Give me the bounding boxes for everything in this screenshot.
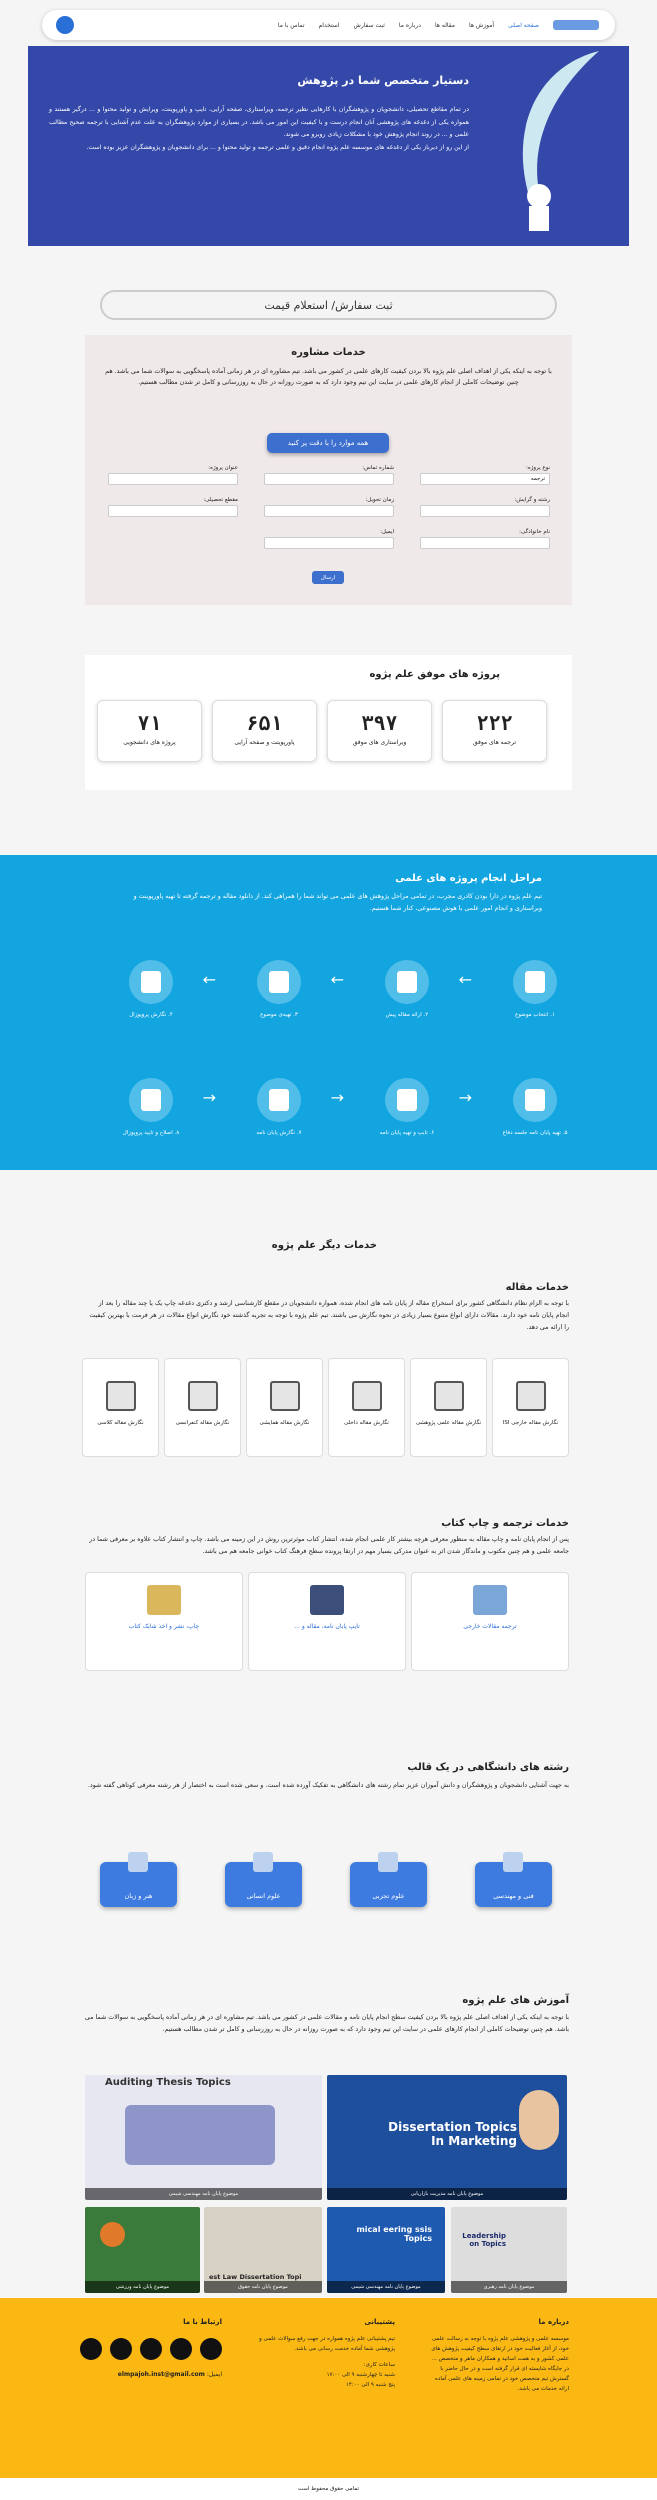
linkedin-icon[interactable] [110, 2338, 132, 2360]
nav-home[interactable]: صفحه اصلی [508, 21, 539, 29]
fields-desc: به جهت آشنایی دانشجویان و پژوهشگران و دانش آموزان عزیز تمام رشته های دانشگاهی به تفکیک آورده شده است. و سعی شده است به اختصار از هر رشته معرفی کوتاهی گفته شود. [87, 1782, 569, 1789]
degree-field[interactable]: مقطع تحصیلی: [108, 497, 238, 517]
publish-card[interactable]: چاپ، نشر و اخذ شابک کتاب [85, 1572, 243, 1671]
edu-image[interactable]: Auditing Thesis Topics موضوع پایان نامه مهندسی شیمی [85, 2075, 322, 2200]
art-icon [128, 1852, 148, 1872]
translate-card[interactable]: ترجمه مقالات خارجی [411, 1572, 569, 1671]
document-icon [516, 1381, 546, 1411]
step-item: ۲. ارائه مقاله پیش [367, 960, 447, 1018]
nav-contact[interactable]: تماس با ما [277, 21, 305, 29]
project-title-field[interactable]: عنوان پروژه: [108, 465, 238, 485]
nav-hiring[interactable]: استخدام [318, 21, 340, 29]
step-item: ۴. نگارش پروپوزال [111, 960, 191, 1018]
delivery-field[interactable]: زمان تحویل: [264, 497, 394, 517]
document-icon [434, 1381, 464, 1411]
stat-card: ۲۲۲ ترجمه های موفق [442, 700, 547, 762]
presentation-icon [188, 1381, 218, 1411]
field-art-button[interactable]: هنر و زبان [100, 1862, 177, 1907]
footer-hours: ساعات کاری: شنبه تا چهارشنبه ۹ الی ۱۷:۰۰ پنج شنبه ۹ الی ۱۴:۰۰ [326, 2362, 395, 2388]
article-card[interactable]: نگارش مقاله همایشی [246, 1358, 323, 1457]
article-card[interactable]: نگارش مقاله خارجی ISI [492, 1358, 569, 1457]
typewriter-icon [310, 1585, 344, 1615]
edu-image[interactable]: mical eering ssis Topics موضوع پایان نامه مهندسی شیمی [327, 2207, 445, 2293]
stats-title: پروژه های موفق علم پژوه [369, 669, 500, 680]
field-humanities-button[interactable]: علوم انسانی [225, 1862, 302, 1907]
step-item: ۷. نگارش پایان نامه [239, 1078, 319, 1136]
article-card[interactable]: نگارش مقاله کلاسی [82, 1358, 159, 1457]
edu-image[interactable]: Leadership on Topics موضوع پایان نامه رهبری [451, 2207, 567, 2293]
phone-field[interactable]: شماره تماس: [264, 465, 394, 485]
major-field[interactable]: رشته و گرایش: [420, 497, 550, 517]
footer-support-title: پشتیبانی [364, 2318, 395, 2326]
article-card[interactable]: نگارش مقاله داخلی [328, 1358, 405, 1457]
translate-icon [473, 1585, 507, 1615]
edu-image[interactable]: Dissertation Topics In Marketing موضوع پایان نامه مدیریت بازاریابی [327, 2075, 567, 2200]
fields-title: رشته های دانشگاهی در یک قالب [407, 1762, 569, 1773]
submit-button[interactable]: ارسال [312, 571, 344, 584]
form-cta-button[interactable]: همه موارد را با دقت پر کنید [267, 433, 389, 453]
stats-section [85, 655, 572, 790]
pen-icon [106, 1381, 136, 1411]
step-item: ۳. ‌‌تهیه‌ی موضوع [239, 960, 319, 1018]
steps-title: مراحل انجام پروژه های علمی [395, 873, 542, 884]
order-button[interactable]: ثبت سفارش/ استعلام قیمت [100, 290, 557, 320]
site-logo[interactable] [551, 15, 601, 35]
feather-illustration-icon [479, 46, 609, 236]
arrow-right-icon: → [330, 1088, 344, 1107]
telegram-icon[interactable] [140, 2338, 162, 2360]
gear-icon [503, 1852, 523, 1872]
edu-image[interactable]: موضوع پایان نامه ورزشی [85, 2207, 200, 2293]
arrow-left-icon: ← [330, 970, 344, 989]
other-services-title: خدمات دیگر علم پژوه [271, 1240, 377, 1251]
lastname-field[interactable]: نام خانوادگی: [420, 529, 550, 549]
translate-title: خدمات ترجمه و چاپ کتاب [441, 1518, 569, 1529]
footer-contact-title: ارتباط با ما [183, 2318, 222, 2326]
field-engineering-button[interactable]: فنی و مهندسی [475, 1862, 552, 1907]
step-item: ۸. اصلاح و تایید پروپوزال [111, 1078, 191, 1136]
footer-about-title: درباره ما [538, 2318, 569, 2326]
step-item: ۱. انتخاب موضوع [495, 960, 575, 1018]
stat-card: ۶۵۱ پاورپوینت و صفحه آرایی [212, 700, 317, 762]
project-type-field[interactable]: نوع پروژه: ترجمه [420, 465, 550, 485]
arrow-right-icon: → [458, 1088, 472, 1107]
hero-banner [28, 46, 629, 246]
hero-title: دستیار متخصص شما در پژوهش [297, 74, 469, 87]
consult-desc: با توجه به اینکه یکی از اهداف اصلی علم پژوه بالا بردن کیفیت کارهای علمی در کشور می باشد. تیم مشاوره ای در هر زمانی آماده پاسخگویی به سوالات شما می باشد. هم چنین توضیحات کاملی از انجام کارهای علمی در سایت این تیم وجود دارد که به صورت روزانه در حال به روزرسانی و کامل تر شدن مطالب هستیم. [105, 368, 552, 386]
step-item: ۵. تهیه پایان نامه جلسه دفاع [495, 1078, 575, 1136]
article-card[interactable]: نگارش مقاله علمی پژوهشی [410, 1358, 487, 1457]
whatsapp-icon[interactable] [170, 2338, 192, 2360]
translate-desc: پس از انجام پایان نامه و چاپ مقاله به منظور معرفی هرچه بیشتر کار علمی انجام شده، انتشار کتاب موثرترین روش در این زمینه می باشد. چاپ و انتشار کتاب علاوه بر معرفی شما در جامعه علمی و هم چنین مکتوب و ماندگار شدن اثر به عنوان مدرکی بسیار مهم در ارتقا پرونده سطح فرهنگ کتاب خوانی جامعه هم می باشد. [89, 1536, 569, 1555]
article-card[interactable]: نگارش مقاله کنفرانسی [164, 1358, 241, 1457]
nav-tutorials[interactable]: آموزش ها [469, 21, 495, 29]
document-icon [352, 1381, 382, 1411]
stethoscope-icon [378, 1852, 398, 1872]
book-icon [270, 1381, 300, 1411]
nav-articles[interactable]: مقاله ها [434, 21, 455, 29]
stat-card: ۷۱ پروژه های دانشجویی [97, 700, 202, 762]
stat-card: ۳۹۷ ویراستاری های موفق [327, 700, 432, 762]
top-navbar [42, 10, 615, 40]
edu-image[interactable]: est Law Dissertation Topi موضوع پایان نامه حقوق [204, 2207, 322, 2293]
hero-text: در تمام مقاطع تحصیلی، دانشجویان و پژوهشگران با کارهایی نظیر ترجمه، ویراستاری، صفحه آرایی، تایپ و پاورپوینت، ویرایش و تولید محتوا و ... درگیر هستند و همواره یکی از دغدغه های پژوهشی آنان انجام درست و با کیفیت این امور می باشد. در بسیاری از موارد پژوهشگران به علت عدم آشنایی با ترجمه صحیح مطالب علمی و ... در روند انجام پژوهش خود با مشکلات زیادی روبرو می شوند. از این رو از دیرباز یکی از دغدغه های موسسه علم پژوه انجام دقیق و علمی ترجمه و تولید محتوا و ... برای دانشجویان و پژوهشگران عزیز بوده است. [49, 106, 469, 151]
search-icon[interactable] [56, 16, 74, 34]
phone-icon[interactable] [200, 2338, 222, 2360]
field-science-button[interactable]: علوم تجربی [350, 1862, 427, 1907]
footer-email[interactable]: elmpajoh.inst@gmail.com [117, 2371, 205, 2378]
arrow-left-icon: ← [458, 970, 472, 989]
articles-desc: با توجه به الزام نظام دانشگاهی کشور برای استخراج مقاله از پایان نامه های انجام شده، همواره دانشجویان در مقطع کارشناسی ارشد و دکتری دغدغه چاپ یک یا چند مقاله را بعد از انجام پایان نامه خود دارند. مقالات دارای انواع متنوع بسیار زیادی در نحوه نگارش می باشند. تیم علم پژوه با توجه به تجربه گذشته خود نگارش انواع مقالات در هر فرمت با بهترین کیفیت را ارائه می دهد. [89, 1300, 569, 1331]
footer: درباره ما موسسه علمی و پژوهشی علم پژوه با توجه به رسالت علمی خود، از آغاز فعالیت خود در ارتقای سطح کیفیت پژوهش های علمی کشور و به همت اساتید و همکاران ماهر و متخصص ... در جایگاه شایسته ای قرار گرفته است و در حال حاضر با گسترش تیم متخصص خود در تمامی زمینه های علمی آماده ارائه خدمات می باشد. پشتیبانی تیم پشتیبانی علم پژوه همواره در جهت رفع سوالات علمی و پژوهشی شما آماده خدمت رسانی می باشد. ساعات کاری: شنبه تا چهارشنبه ۹ الی ۱۷:۰۰ پنج شنبه ۹ الی ۱۴:۰۰ ارتباط با ما ایمیل: elmpajoh.inst@gmail.com تمامی حقوق محفوظ است [0, 2298, 657, 2500]
arrow-right-icon: → [202, 1088, 216, 1107]
steps-section [0, 855, 657, 1170]
step-item: ۶. تایپ و تهیه پایان نامه [367, 1078, 447, 1136]
edu-desc: با توجه به اینکه یکی از اهداف اصلی علم پژوه بالا بردن کیفیت سطح انجام پایان نامه و مقالات علمی در کشور می باشد. تیم مشاوره ای در هر زمانی آماده پاسخگویی به سوالات شما می باشد. هم چنین توضیحات کاملی از انجام کارهای علمی در سایت این تیم وجود دارد که به صورت روزانه در حال به روزرسانی و کامل تر شدن مطالب هستیم. [84, 2014, 569, 2033]
consult-title: خدمات مشاوره [291, 347, 366, 358]
footer-about: موسسه علمی و پژوهشی علم پژوه با توجه به رسالت علمی خود، از آغاز فعالیت خود در ارتقای سطح کیفیت پژوهش های علمی کشور و به همت اساتید و همکاران ماهر و متخصص ... در جایگاه شایسته ای قرار گرفته است و در حال حاضر با گسترش تیم متخصص خود در تمامی زمینه های علمی آماده ارائه خدمات می باشد. [431, 2336, 569, 2392]
nav-order[interactable]: ثبت سفارش [353, 21, 385, 29]
footer-support: تیم پشتیبانی علم پژوه همواره در جهت رفع سوالات علمی و پژوهشی شما آماده خدمت رسانی می باشد. [259, 2336, 395, 2352]
steps-desc: تیم علم پژوه در دارا بودن کادری مجرب، در تمامی مراحل پژوهش های علمی می تواند شما را همراهی کند. از دانلود مقاله و ترجمه گرفته تا تهیه پاورپوینت و ویراستاری و انجام امور علمی با هوش مصنوعی، کنار شما هستیم. [133, 893, 542, 912]
email-field[interactable]: ایمیل: [264, 529, 394, 549]
articles-title: خدمات مقاله [505, 1282, 569, 1293]
typing-card[interactable]: تایپ پایان نامه، مقاله و ... [248, 1572, 406, 1671]
instagram-icon[interactable] [80, 2338, 102, 2360]
books-icon [147, 1585, 181, 1615]
arrow-left-icon: ← [202, 970, 216, 989]
people-icon [253, 1852, 273, 1872]
copyright: تمامی حقوق محفوظ است [0, 2478, 657, 2500]
nav-about[interactable]: درباره ما [398, 21, 421, 29]
edu-title: آموزش های علم پژوه [462, 1995, 569, 2006]
consult-form [85, 335, 572, 605]
